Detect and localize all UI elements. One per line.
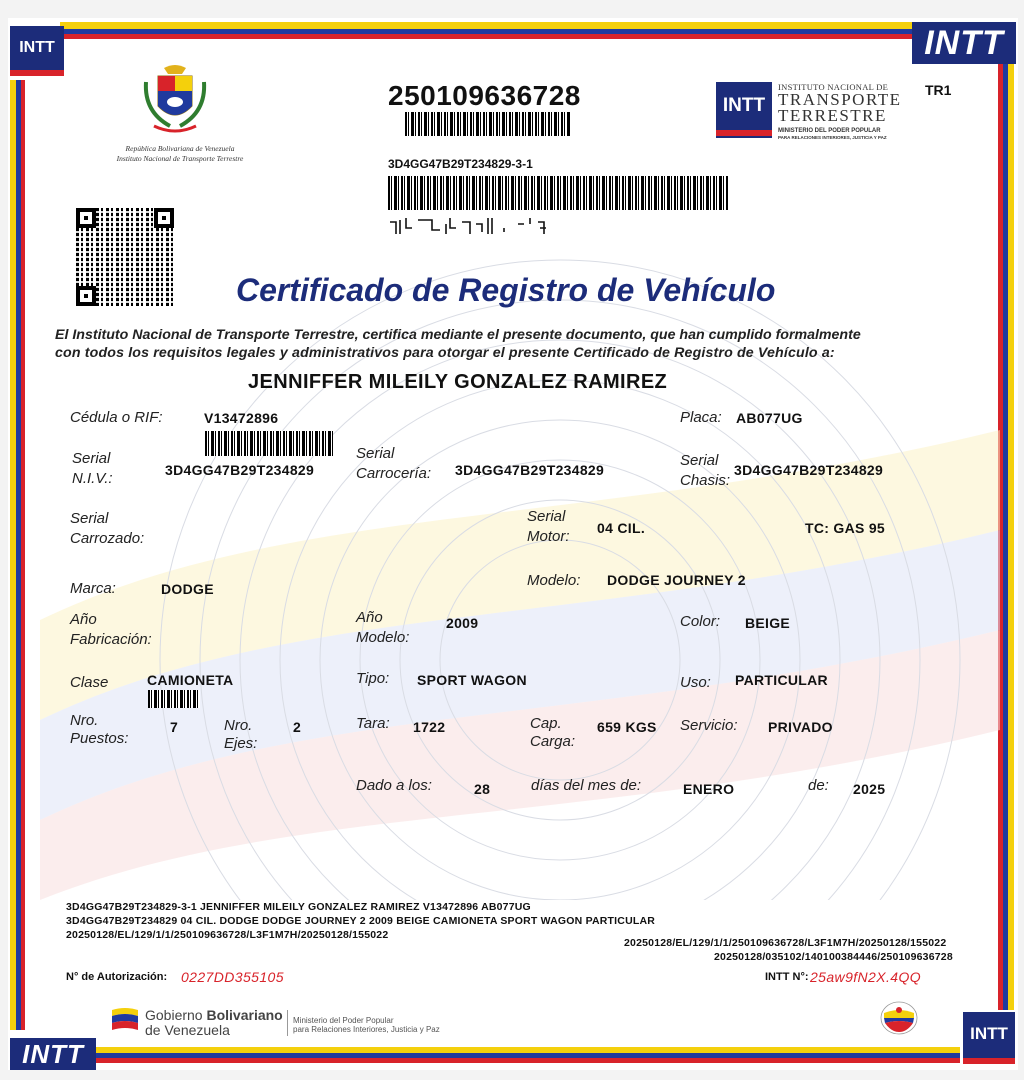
carrozado-label-line1: Serial [70,510,109,527]
intro-line-1: El Instituto Nacional de Transporte Terrestre, certifica mediante el presente documento, que han cumplido formalmente [55,327,861,343]
intt-number-value: 25aw9fN2X.4QQ [810,969,922,985]
serial-code-barcode [388,176,728,210]
top-band-red [60,34,920,39]
motor-value: 04 CIL. [597,520,646,536]
carroceria-value: 3D4GG47B29T234829 [455,462,605,478]
qr-code [76,208,174,306]
institute-ministry-line2: PARA RELACIONES INTERIORES, JUSTICIA Y PAZ [778,135,887,140]
carga-value: 659 KGS [597,719,657,735]
intt-corner-logo-top-left: INTT [10,26,64,70]
authorization-label: N° de Autorización: [66,971,168,983]
marca-label: Marca: [70,580,116,597]
form-code: TR1 [925,82,952,98]
color-label: Color: [680,613,721,630]
left-band-red [21,80,25,1030]
dado-label: Dado a los: [356,777,432,794]
intt-institute-badge: INTT [716,82,772,138]
intt-logo-top-right: INTT [912,22,1016,64]
top-band-yellow [60,22,920,29]
intt-logo-bottom-left: INTT [10,1038,96,1070]
intt-number-label: INTT N°: [765,971,809,983]
summary-line-1: 3D4GG47B29T234829-3-1 JENNIFFER MILEILY GONZALEZ RAMIREZ V13472896 AB077UG [66,901,531,913]
institute-name-line3: TERRESTRE [778,106,887,125]
carroceria-label-line1: Serial [356,445,395,462]
intt-institute-badge-stripe [716,130,772,136]
chasis-label-line2: Chasis: [680,472,731,489]
ejes-label-line2: Ejes: [224,735,258,752]
anio-label: de: [808,777,829,794]
serial-code: 3D4GG47B29T234829-3-1 [388,157,533,171]
carga-label-line1: Cap. [530,715,562,732]
national-emblem-icon [880,1001,918,1035]
summary-line-2: 3D4GG47B29T234829 04 CIL. DODGE DODGE JOURNEY 2 2009 BEIGE CAMIONETA SPORT WAGON PARTICULAR [66,915,656,927]
seal-caption-line1: República Bolivariana de Venezuela [125,144,235,153]
footer-ministry-line1: Ministerio del Poder Popular [293,1016,394,1025]
intt-corner-logo-bottom-right: INTT [963,1012,1015,1058]
marca-value: DODGE [161,581,214,597]
servicio-label: Servicio: [680,717,738,734]
tipo-value: SPORT WAGON [417,672,527,688]
institute-name-line2: TRANSPORTE [778,90,902,109]
modelo-value: DODGE JOURNEY 2 [607,572,746,588]
carroceria-label-line2: Carrocería: [356,465,432,482]
cedula-barcode [205,431,333,456]
gobierno-divider [287,1010,288,1036]
tc-value: TC: GAS 95 [805,520,886,536]
servicio-value: PRIVADO [768,719,833,735]
clase-barcode [148,690,200,708]
authorization-value: 0227DD355105 [181,969,284,985]
bolivariano-word: Bolivariano [206,1007,283,1023]
anio-value: 2025 [853,781,886,797]
intro-line-2: con todos los requisitos legales y administrativos para otorgar el presente Certificado de Registro de Vehículo a: [55,345,835,361]
barcode-glyph-row [388,214,568,238]
puestos-label-line1: Nro. [70,712,99,729]
niv-value: 3D4GG47B29T234829 [165,462,315,478]
chasis-value: 3D4GG47B29T234829 [734,462,884,478]
uso-label: Uso: [680,674,711,691]
gobierno-line-1 [145,1007,283,1023]
certificate-title: Certificado de Registro de Vehículo [236,272,776,308]
intt-corner-bottom-stripe [963,1058,1015,1064]
cedula-value: V13472896 [204,410,279,426]
institute-name-line1: INSTITUTO NACIONAL DE [778,82,889,92]
color-value: BEIGE [745,615,791,631]
puestos-value: 7 [170,719,179,735]
summary-line-3: 20250128/EL/129/1/1/250109636728/L3F1M7H/20250128/155022 [66,929,389,941]
coat-of-arms-icon [140,62,210,136]
tipo-label: Tipo: [356,670,390,687]
mes-value: ENERO [683,781,735,797]
clase-label: Clase [70,674,109,691]
ejes-value: 2 [293,719,302,735]
uso-value: PARTICULAR [735,672,828,688]
cedula-label: Cédula o RIF: [70,409,163,426]
seal-caption-line2: Instituto Nacional de Transporte Terrestre [116,154,244,163]
validation-line-1: 20250128/EL/129/1/1/250109636728/L3F1M7H/20250128/155022 [624,937,947,949]
footer-ministry-line2: para Relaciones Interiores, Justicia y Paz [293,1025,440,1034]
carrozado-label-line2: Carrozado: [70,530,145,547]
niv-label-line2: N.I.V.: [72,470,113,487]
anio-modelo-label-line2: Modelo: [356,629,410,646]
clase-value: CAMIONETA [147,672,234,688]
carga-label-line2: Carga: [530,733,576,750]
anio-fabricacion-label-line2: Fabricación: [70,631,152,648]
modelo-label: Modelo: [527,572,581,589]
dado-value: 28 [474,781,491,797]
gobierno-line-2: de Venezuela [145,1022,230,1038]
anio-fabricacion-label-line1: Año [70,611,97,628]
validation-line-2: 20250128/035102/140100384446/250109636728 [714,951,953,963]
document-number-barcode [405,112,571,136]
motor-label-line1: Serial [527,508,566,525]
institute-ministry-line1: MINISTERIO DEL PODER POPULAR [778,128,881,134]
anio-modelo-label-line1: Año [356,609,383,626]
right-band-yellow [1008,60,1014,1010]
document-number: 250109636728 [388,80,581,111]
motor-label-line2: Motor: [527,528,570,545]
tara-label: Tara: [356,715,390,732]
owner-name: JENNIFFER MILEILY GONZALEZ RAMIREZ [248,371,668,393]
tara-value: 1722 [413,719,446,735]
bottom-band-red [90,1058,960,1063]
mes-label: días del mes de: [531,777,642,794]
ejes-label-line1: Nro. [224,717,253,734]
venezuela-flag-icon [110,1006,140,1034]
anio-modelo-value: 2009 [446,615,479,631]
chasis-label-line1: Serial [680,452,719,469]
placa-label: Placa: [680,409,722,426]
gobierno-word: Gobierno [145,1007,207,1023]
intt-corner-stripe [10,70,64,76]
puestos-label-line2: Puestos: [70,730,129,747]
placa-value: AB077UG [736,410,803,426]
niv-label-line1: Serial [72,450,111,467]
